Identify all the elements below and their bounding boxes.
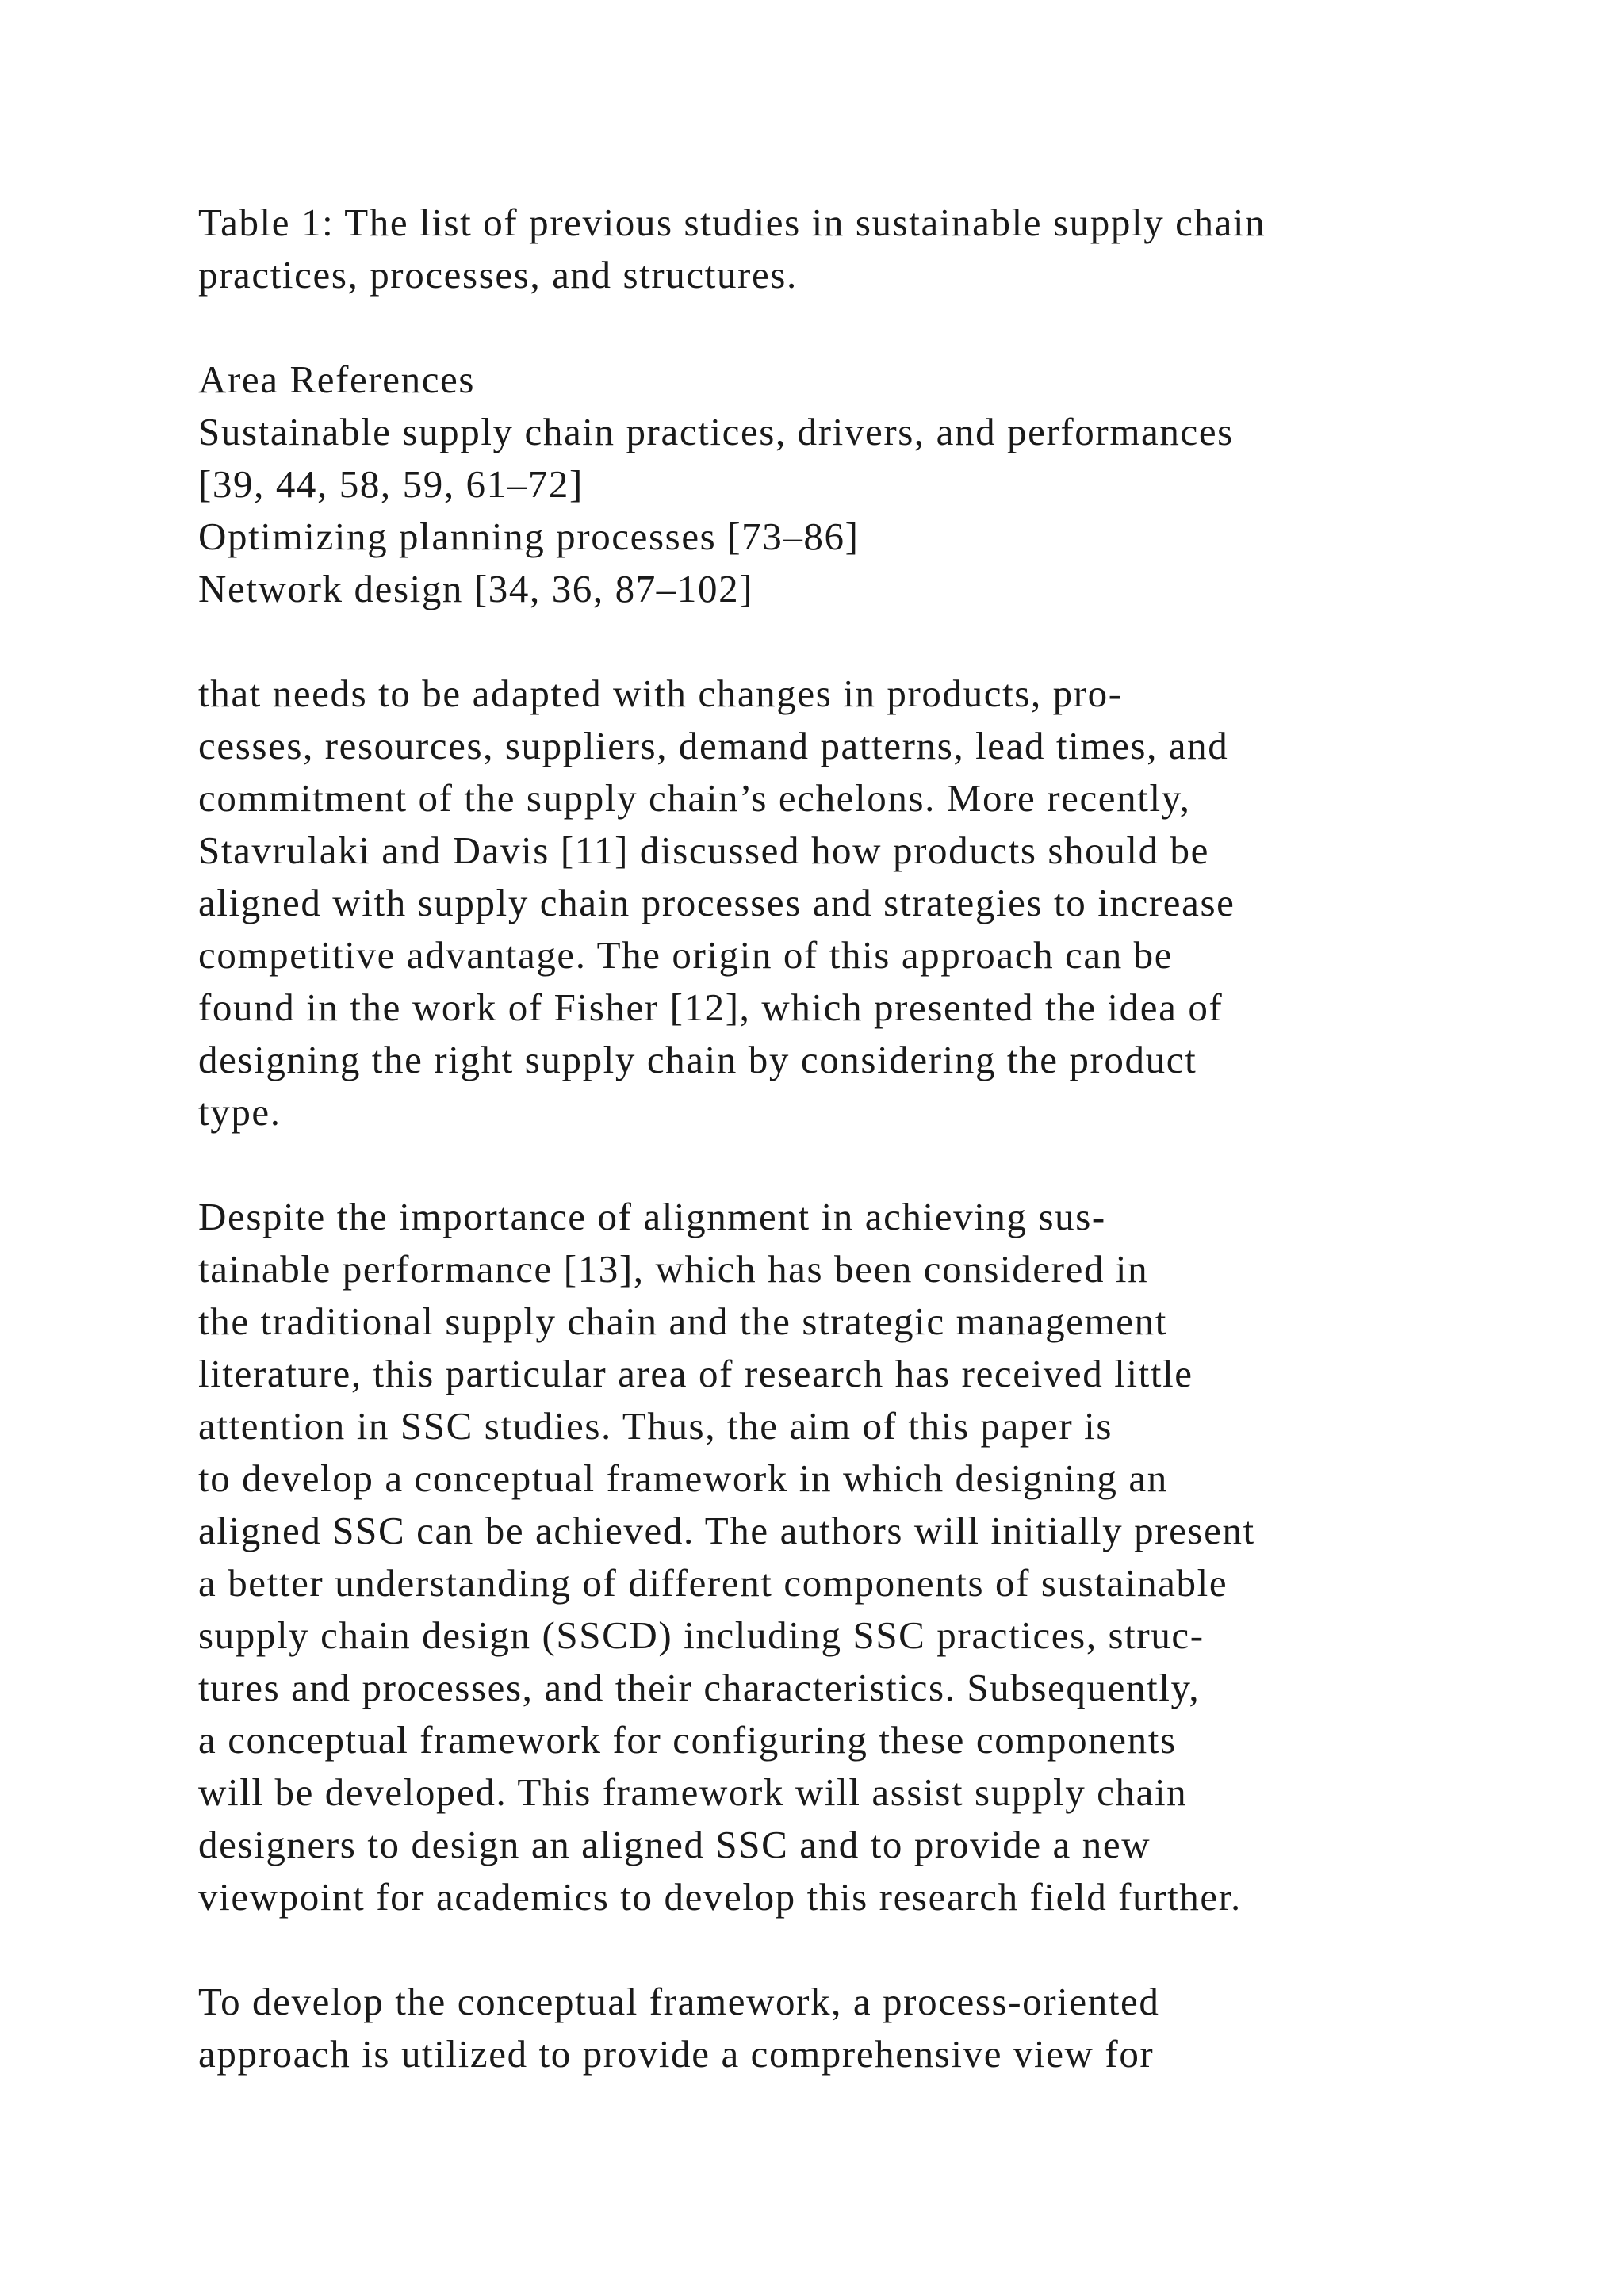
text-line: competitive advantage. The origin of this approach can be [198, 933, 1174, 977]
text-line: tures and processes, and their characteristics. Subsequently, [198, 1666, 1201, 1709]
text-line: aligned with supply chain processes and strategies to increase [198, 881, 1235, 924]
table-row: Sustainable supply chain practices, drivers, and performances [198, 410, 1234, 453]
text-line: will be developed. This framework will assist supply chain [198, 1770, 1188, 1814]
table-header-row: Area References [198, 358, 476, 401]
text-line: a conceptual framework for configuring these components [198, 1718, 1177, 1762]
text-line: cesses, resources, suppliers, demand patterns, lead times, and [198, 724, 1229, 767]
text-line: designers to design an aligned SSC and to provide a new [198, 1823, 1151, 1866]
caption-line: practices, processes, and structures. [198, 253, 798, 297]
text-line: supply chain design (SSCD) including SSC practices, struc- [198, 1613, 1205, 1657]
text-line: designing the right supply chain by considering the product [198, 1038, 1197, 1081]
text-line: commitment of the supply chain’s echelons. More recently, [198, 776, 1191, 820]
table-row: [39, 44, 58, 59, 61–72] [198, 462, 584, 506]
text-line: found in the work of Fisher [12], which presented the idea of [198, 985, 1224, 1029]
text-line: To develop the conceptual framework, a process-oriented [198, 1980, 1160, 2023]
text-line: Stavrulaki and Davis [11] discussed how products should be [198, 828, 1209, 872]
text-line: the traditional supply chain and the strategic management [198, 1299, 1167, 1343]
text-line: approach is utilized to provide a comprehensive view for [198, 2032, 1155, 2076]
text-line: to develop a conceptual framework in which designing an [198, 1456, 1168, 1500]
text-line: that needs to be adapted with changes in products, pro- [198, 672, 1123, 715]
text-line: attention in SSC studies. Thus, the aim of this paper is [198, 1404, 1113, 1448]
text-line: literature, this particular area of research has received little [198, 1352, 1193, 1395]
caption-line: Table 1: The list of previous studies in sustainable supply chain [198, 201, 1266, 244]
text-line: type. [198, 1090, 282, 1134]
table-row: Network design [34, 36, 87–102] [198, 567, 754, 610]
text-line: a better understanding of different components of sustainable [198, 1561, 1228, 1605]
table-row: Optimizing planning processes [73–86] [198, 515, 860, 558]
text-line: tainable performance [13], which has been considered in [198, 1247, 1149, 1291]
text-line: viewpoint for academics to develop this research field further. [198, 1875, 1242, 1919]
text-line: aligned SSC can be achieved. The authors will initially present [198, 1509, 1255, 1552]
text-line: Despite the importance of alignment in achieving sus- [198, 1195, 1106, 1238]
